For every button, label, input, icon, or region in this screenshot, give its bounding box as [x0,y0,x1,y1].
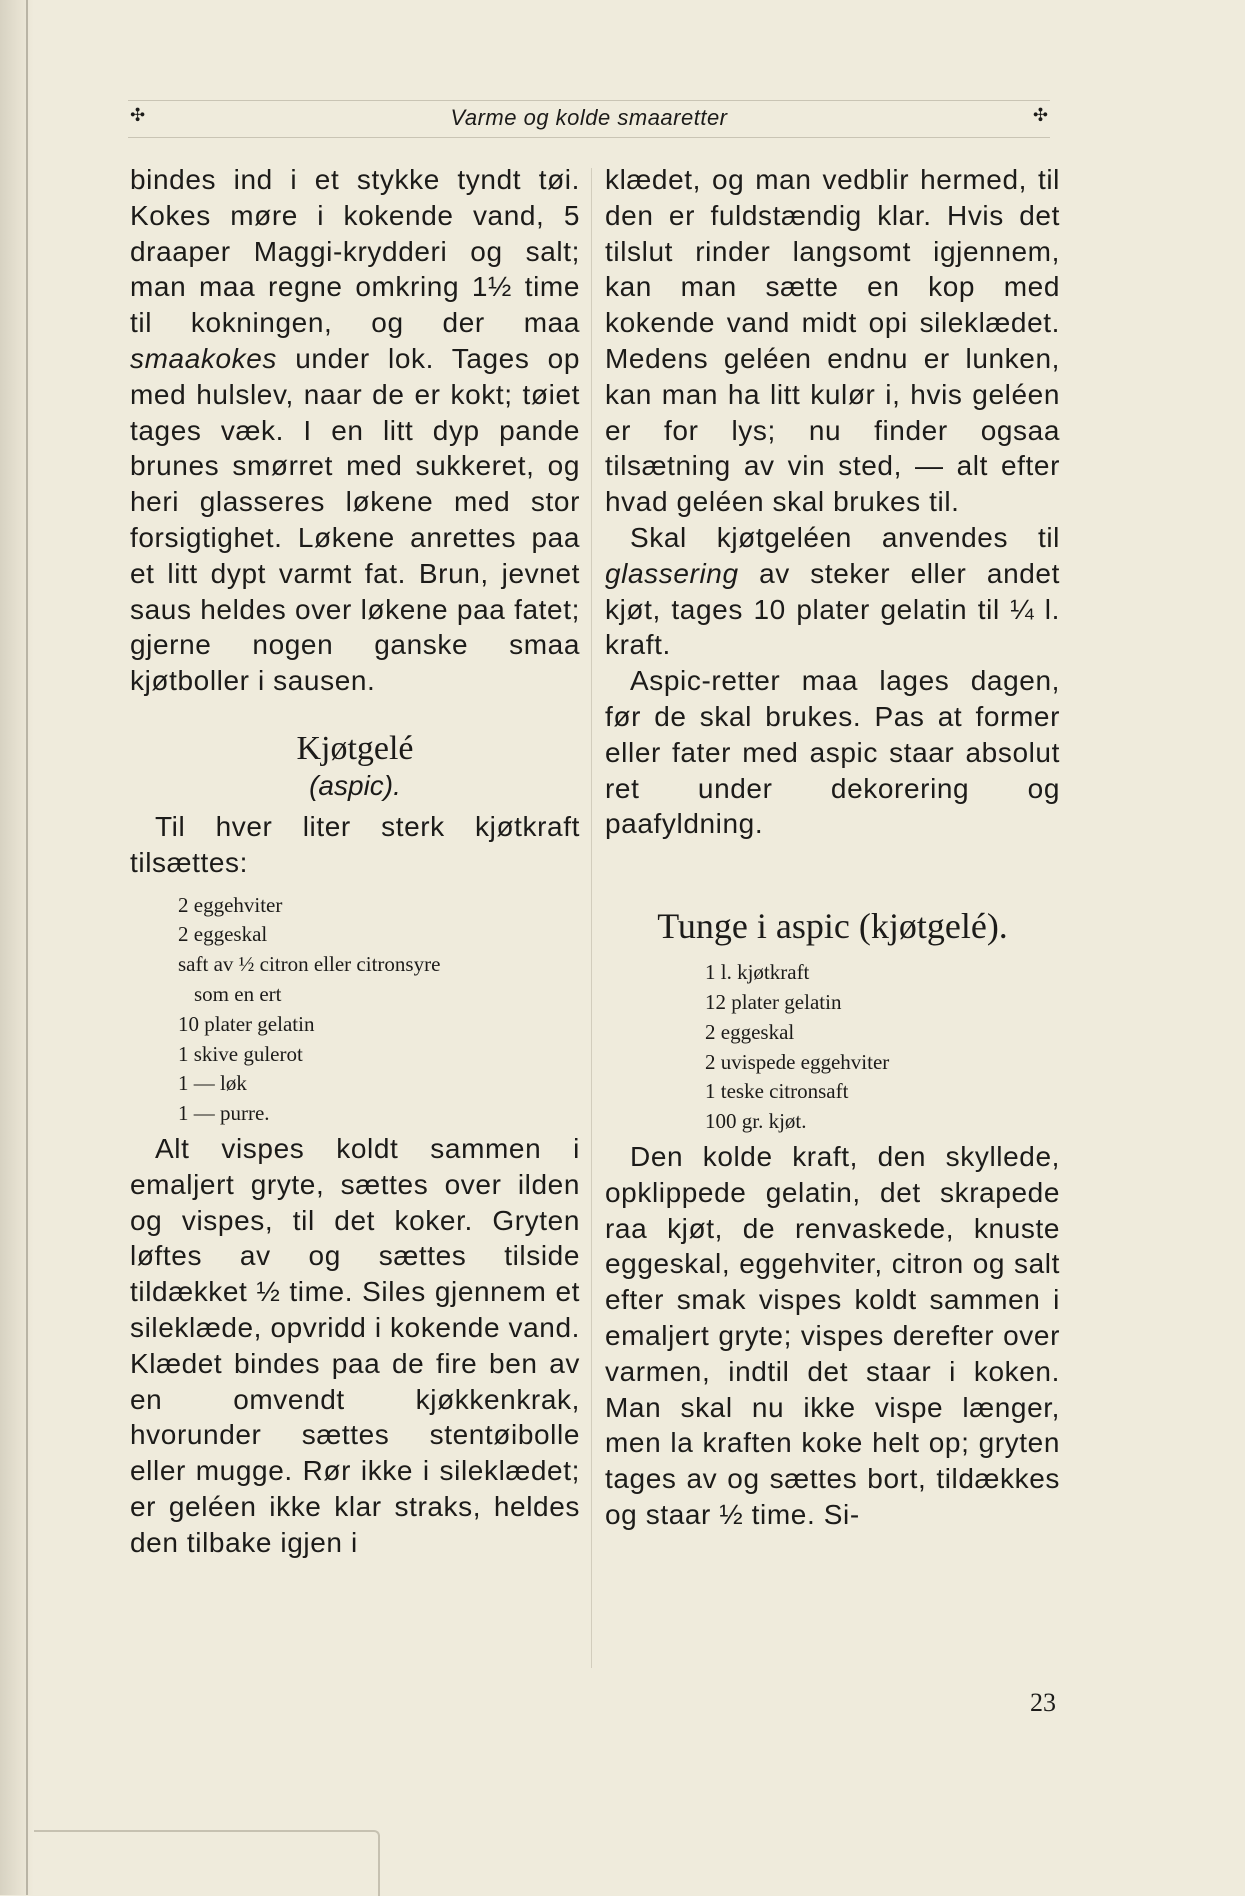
left-paragraph-1: bindes ind i et stykke tyndt tøi. Kokes møre i kokende vand, 5 draaper Maggi-krydderi og salt; man maa regne omkring 1½ time til kokningen, og der maa smaakokes under lok. Tages op med hulslev, naar de er kokt; tøiet tages væk. I en litt dyp pande brunes smørret med sukkeret, og heri glasseres løkene med stor forsigtighet. Løkene anrettes paa et litt dypt varmt fat. Brun, jevnet saus heldes over løkene paa fatet; gjerne nogen ganske smaa kjøtboller i sausen. [130,164,580,697]
header-title: Varme og kolde smaaretter [450,105,728,130]
right-paragraph-1: klædet, og man vedblir hermed, til den er fuldstændig klar. Hvis det tilslut rinder langsomt igjennem, kan man sætte en kop med kokende vand midt opi sileklædet. Medens geléen endnu er lunken, kan man ha litt kulør i, hvis geléen er for lys; nu finder ogsaa tilsætning av vin sted, — alt efter hvad geléen skal brukes til. [605,164,1060,518]
running-header [128,100,1050,138]
ingredient-list [705,958,1060,1137]
recipe-intro: Til hver liter sterk kjøtkraft tilsættes: [130,810,580,878]
ornament-icon: ✣ [130,105,146,125]
ingredient-item: 2 eggeskal [705,1019,795,1044]
ingredient-item: 1 — løk [178,1071,247,1096]
ingredient-item: 1 teske citronsaft [705,1079,849,1104]
page-number: 23 [1030,1688,1056,1717]
ingredient-item: 2 uvispede eggehviter [705,1049,890,1074]
page-edge-tab [34,1830,380,1896]
ingredient-item: 1 skive gulerot [178,1041,303,1066]
ingredient-item: 2 eggehviter [178,892,283,917]
recipe-subtitle: (aspic). [309,769,401,801]
ingredient-list [178,891,580,1129]
right-paragraph-4: Den kolde kraft, den skyllede, opklippede gelatin, det skrapede raa kjøt, de renvaskede, knuste eggeskal, eggehviter, citron og salt efter smak vispes koldt sammen i emaljert gryte; vispes derefter over varmen, indtil det staar i koken. Man skal nu ikke vispe længer, men la kraften koke helt op; gryten tages av og sættes bort, tildækkes og staar ½ time. Si- [605,1140,1060,1530]
ingredient-item: 10 plater gelatin [178,1011,315,1036]
left-column [130,162,580,1560]
ingredient-item: 2 eggeskal [178,922,268,947]
ingredient-item: 100 gr. kjøt. [705,1109,807,1134]
ingredient-item: 12 plater gelatin [705,989,842,1014]
ingredient-item: saft av ½ citron eller citronsyre [178,952,441,977]
recipe-title-tunge: Tunge i aspic (kjøtgelé). [657,906,1008,947]
ingredient-item: som en ert [194,981,282,1006]
book-spine [0,0,34,1895]
recipe-title-kjotgele: Kjøtgelé [296,729,414,767]
right-paragraph-3: Aspic-retter maa lages dagen, før de skal brukes. Pas at former eller fater med aspic staar absolut ret under dekorering og paafyldning. [605,665,1060,840]
spine-edge [26,0,28,1895]
column-divider [591,168,592,1668]
ornament-icon: ✣ [1032,105,1048,125]
ingredient-item: 1 l. kjøtkraft [705,960,810,985]
right-column [605,162,1060,1533]
left-paragraph-2: Alt vispes koldt sammen i emaljert gryte, sættes over ilden og vispes, til det koker. Gryten løftes av og sættes tilside tildækket ½ time. Siles gjennem et sileklæde, opvridd i kokende vand. Klædet bindes paa de fire ben av en omvendt kjøkkenkrak, hvorunder sættes stentøibolle eller mugge. Rør ikke i sileklædet; er geléen ikke klar straks, heldes den tilbake igjen i [130,1132,580,1558]
right-paragraph-2: Skal kjøtgeléen anvendes til glassering av steker eller andet kjøt, tages 10 plater gelatin til ¼ l. kraft. [605,521,1060,661]
ingredient-item: 1 — purre. [178,1101,270,1126]
